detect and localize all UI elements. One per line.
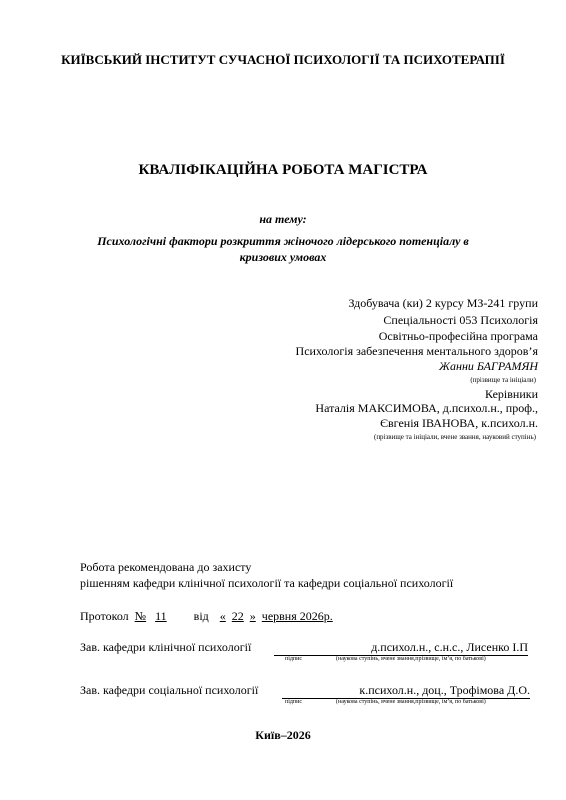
topic-line-2: кризових умовах <box>239 250 327 264</box>
head2-field <box>282 683 530 699</box>
head2-sign-caption: підпис <box>285 699 303 705</box>
recommendation-line-1: Робота рекомендована до захисту <box>80 560 252 574</box>
protocol-day: 22 <box>231 609 244 623</box>
student-specialty: Спеціальності 053 Психологія <box>383 313 538 327</box>
head1-label: Зав. кафедри клінічної психології <box>80 640 252 654</box>
student-program: Освітньо-професійна програма <box>378 329 538 343</box>
head2-label: Зав. кафедри соціальної психології <box>80 683 259 697</box>
institute-name: КИЇВСЬКИЙ ІНСТИТУТ СУЧАСНОЇ ПСИХОЛОГІЇ ТА ПСИХОТЕРАПІЇ <box>61 52 505 67</box>
recommendation-line-2: рішенням кафедри клінічної психології та кафедри соціальної психології <box>80 576 454 590</box>
head1-degree-caption: (наукова ступінь, вчене звання,прізвище, ім’я, по батькові) <box>336 656 486 662</box>
protocol-quote-open: « <box>219 609 226 623</box>
protocol-from: від <box>193 609 209 623</box>
student-course: Здобувача (ки) 2 курсу МЗ-241 групи <box>348 296 538 310</box>
head1-sign-caption: підпис <box>285 656 303 662</box>
student-program-name: Психологія забезпечення ментального здоров’я <box>295 344 538 358</box>
topic-line-1: Психологічні фактори розкриття жіночого лідерського потенціалу в <box>97 234 469 248</box>
topic-label: на тему: <box>259 212 307 226</box>
head1-field <box>274 640 528 656</box>
supervisor-1: Наталія МАКСИМОВА, д.психол.н., проф., <box>315 401 538 415</box>
footer-city-year: Київ–2026 <box>255 728 311 742</box>
student-name-caption: (прізвище та ініціали) <box>470 376 536 384</box>
protocol-number: 11 <box>155 609 167 623</box>
protocol-month-year: червня 2026р. <box>261 609 333 623</box>
head2-degree-caption: (наукова ступінь, вчене звання,прізвище, ім’я, по батькові) <box>336 699 486 705</box>
head2-value: к.психол.н., доц., Трофімова Д.О. <box>359 683 530 697</box>
student-name: Жанни БАГРАМЯН <box>439 359 538 373</box>
protocol-quote-close: » <box>249 609 256 623</box>
head1-value: д.психол.н., с.н.с., Лисенко І.П <box>371 640 528 654</box>
supervisor-2: Євгенія ІВАНОВА, к.психол.н. <box>380 416 538 430</box>
protocol-line <box>80 609 333 624</box>
protocol-label: Протокол <box>80 609 129 623</box>
document-title: КВАЛІФІКАЦІЙНА РОБОТА МАГІСТРА <box>138 162 428 178</box>
supervisors-caption: (прізвище та ініціали, вчене звання, науковий ступінь) <box>373 433 536 441</box>
supervisors-label: Керівники <box>485 387 538 401</box>
protocol-number-sign: № <box>134 609 147 623</box>
